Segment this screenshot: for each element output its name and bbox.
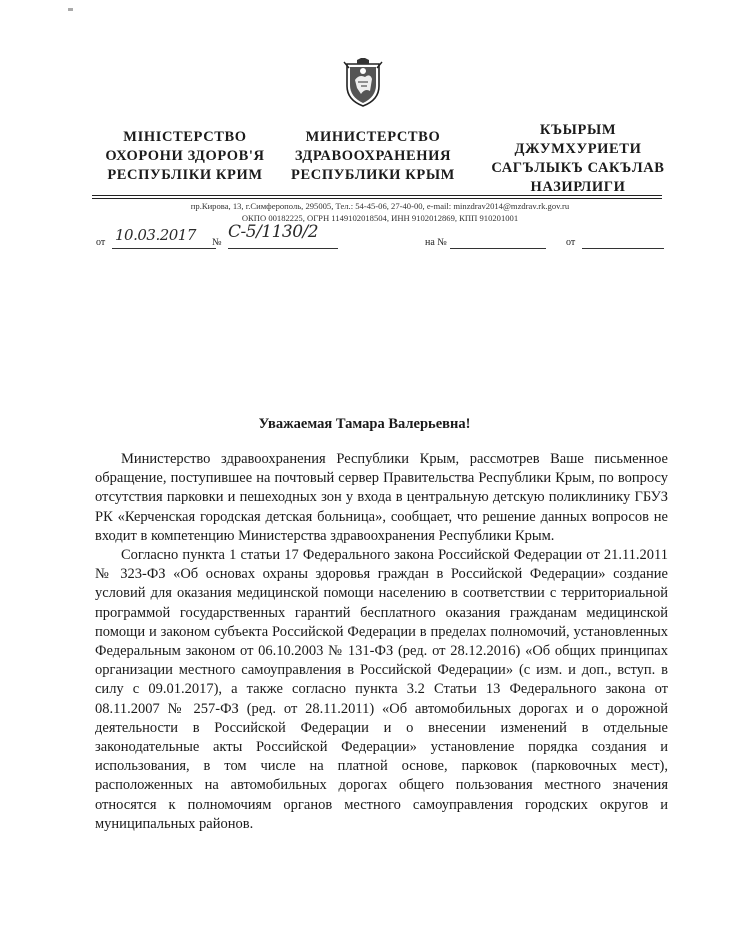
paragraph-1: Министерство здравоохранения Республики Крым, рассмотрев Ваше письменное обращение, поступившее на почтовый сервер Правительства Республики Крым, по вопросу отсутствия парковки и пешеходных зон у входа в центральную детскую поликлинику ГБУЗ РК «Керченская городская детская больница», сообщает, что решение данных вопросов не входит в компетенцию Министерства здравоохранения Республики Крым.: [95, 451, 668, 544]
ukr-line-1: МІНІСТЕРСТВО: [123, 129, 247, 145]
rus-line-2: ЗДРАВООХРАНЕНИЯ: [294, 148, 452, 164]
crh-line-1: КЪЫРЫМ: [539, 122, 617, 138]
ministry-name-russian: [283, 128, 463, 185]
contacts-registration-line: ОКПО 00182225, ОГРН 1149102018504, ИНН 9102012869, КПП 910201001: [241, 213, 519, 223]
rus-line-3: РЕСПУБЛИКИ КРЫМ: [291, 167, 455, 183]
handwritten-date: 10.03.2017: [115, 226, 196, 244]
scan-speck: [68, 8, 73, 11]
rus-line-1: МИНИСТЕРСТВО: [305, 129, 441, 145]
ukr-line-2: ОХОРОНИ ЗДОРОВ'Я: [105, 148, 265, 164]
contacts-address-line: пр.Кирова, 13, г.Симферополь, 295005, Тел.: 54-45-06, 27-40-00, e-mail: minzdrav2014@mzdrav.rk.gov.ru: [190, 201, 570, 211]
paragraph-2: Согласно пункта 1 статьи 17 Федерального закона Российской Федерации от 21.11.2011 № 323-ФЗ «Об основах охраны здоровья граждан в Российской Федерации» создание условий для оказания медицинской помощи населению в соответствии с территориальной программой государственных гарантий бесплатного оказания гражданам медицинской помощи и законом субъекта Российской Федерации в пределах полномочий, установленных Федеральным законом от 06.10.2003 № 131-ФЗ (ред. от 28.12.2016) «Об общих принципах организации местного самоуправления в Российской Федерации» (с изм. и доп., вступ. в силу с 09.01.2017), а также согласно пункта 3.2 Статьи 13 Федерального закона от 08.11.2007 № 257-ФЗ (ред. от 28.11.2011) «Об автомобильных дорогах и о дорожной деятельности в Российской Федерации и о внесении изменений в отдельные законодательные акты Российской Федерации» установление порядка создания и использования, в том числе на платной основе, парковок (парковочных мест), расположенных на автомобильных дорогах общего пользования местного значения относятся к полномочиям органов местного самоуправления городских округов и муниципальных районов.: [95, 547, 668, 832]
ukr-line-3: РЕСПУБЛІКИ КРИМ: [107, 167, 263, 183]
crh-line-4: НАЗИРЛИГИ: [530, 179, 626, 195]
ref-number-label: на №: [425, 237, 447, 248]
handwritten-number: С-5/1130/2: [228, 222, 319, 242]
from-label: от: [96, 237, 106, 248]
greeting: Уважаемая Тамара Валерьевна!: [258, 416, 471, 432]
ref-number-blank: [450, 236, 546, 249]
number-label: №: [212, 237, 222, 248]
ministry-name-ukrainian: [95, 128, 275, 185]
crimea-emblem-icon: [343, 58, 383, 108]
header-divider-top: [92, 195, 662, 196]
ministry-name-crimean-tatar: [478, 121, 678, 197]
crh-line-2: ДЖУМХУРИЕТИ: [514, 141, 642, 157]
ref-date-blank: [582, 236, 664, 249]
ref-from-label: от: [566, 237, 576, 248]
letter-body: [95, 450, 668, 834]
crh-line-3: САГЪЛЫКЪ САКЪЛАВ: [491, 160, 665, 176]
header-divider-bottom: [92, 198, 662, 199]
